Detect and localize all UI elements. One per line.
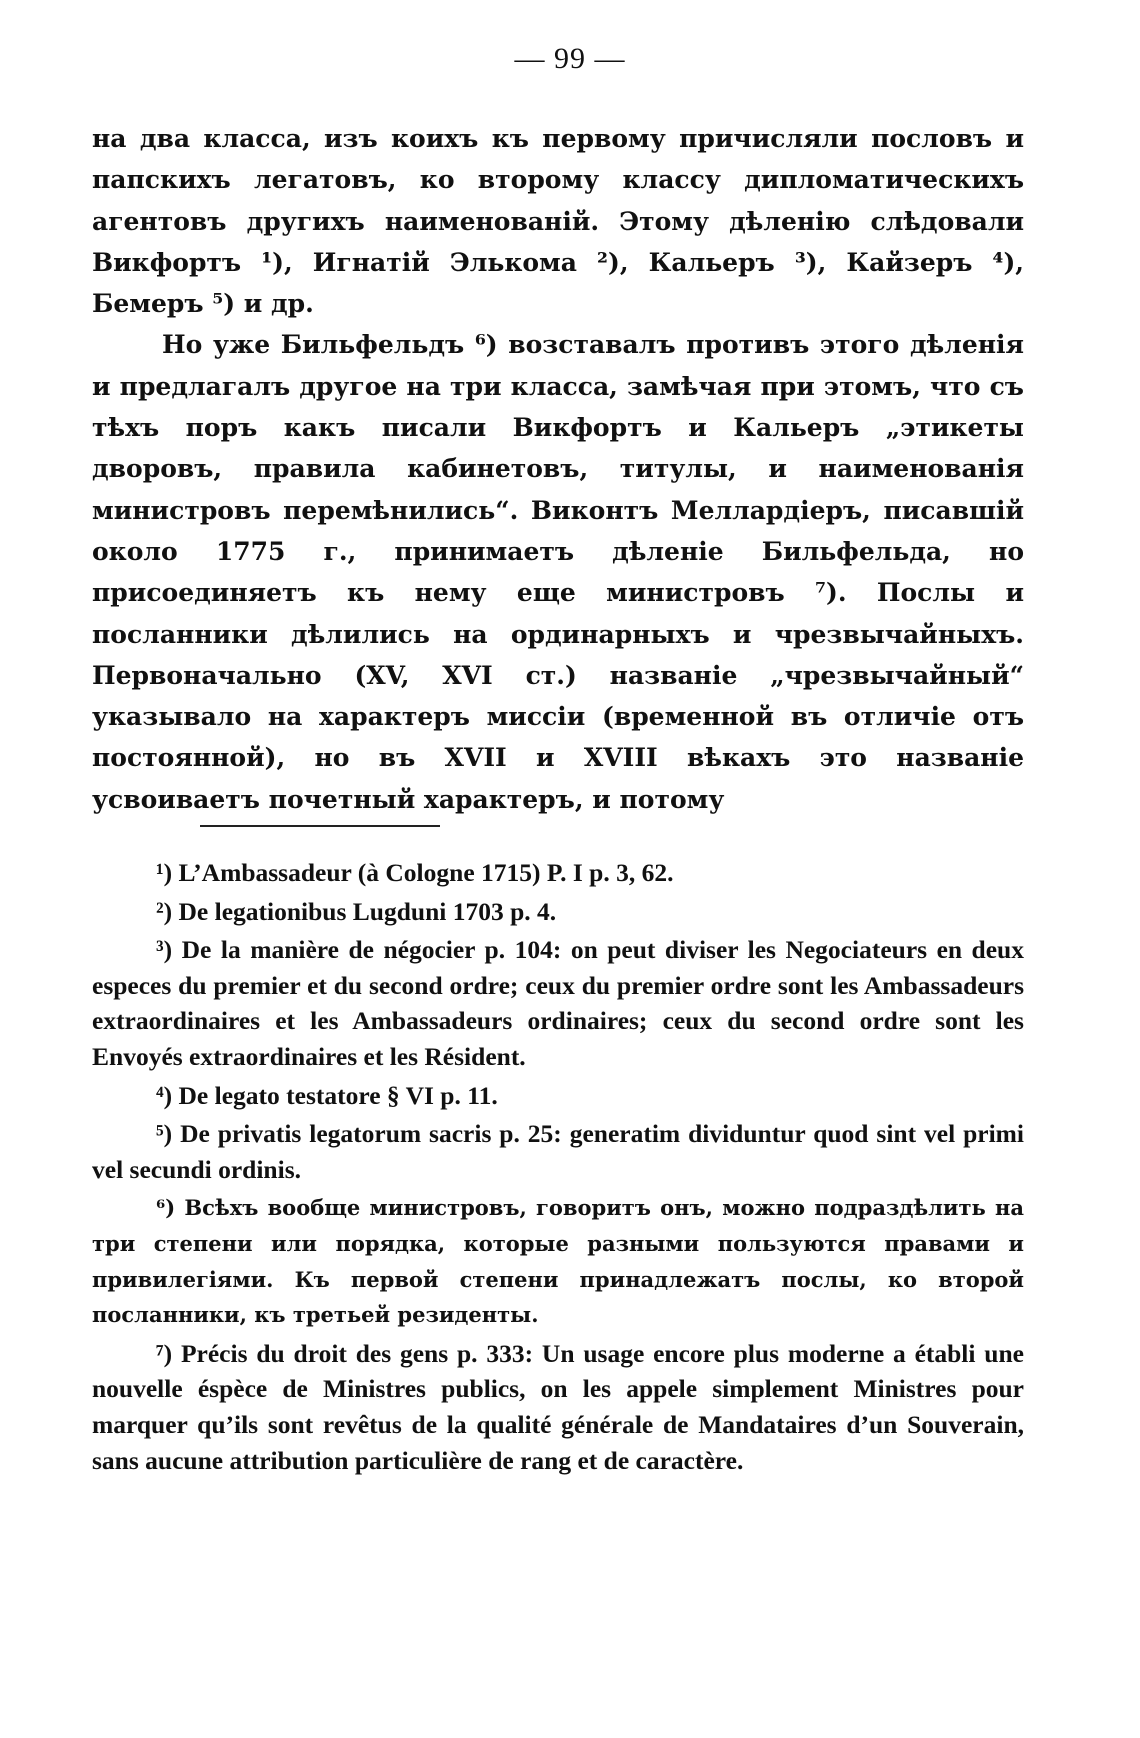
footnote-mark: ⁶) xyxy=(156,1195,176,1221)
footnote-4 xyxy=(92,1078,1024,1114)
footnote-separator xyxy=(200,825,440,827)
footnote-5 xyxy=(92,1116,1024,1187)
footnote-6 xyxy=(92,1190,1024,1332)
footnote-mark: ³) xyxy=(156,935,173,965)
paragraph-bielfeld: Но уже Бильфельдъ ⁶) возставалъ противъ этого дѣленія и предлагалъ другое на три класса, замѣчая при этомъ, что съ тѣхъ поръ какъ писали Викфортъ и Кальеръ „этикеты дворовъ, правила кабинетовъ, титулы, и наименованія министровъ перемѣнились“. Виконтъ Меллардіеръ, писавшій около 1775 г., принимаетъ дѣленіе Бильфельда, но присоединяетъ къ нему еще министровъ ⁷). Послы и посланники дѣлились на ординарныхъ и чрезвычайныхъ. Первоначально (XV, XVI ст.) названіе „чрезвычайный“ указывало на характеръ миссіи (временной въ отличіе отъ постоянной), но въ XVII и XVIII вѣкахъ это названіе усвоиваетъ почетный характеръ, и потому xyxy=(92,330,1024,814)
page-number: — 99 — xyxy=(514,42,626,75)
footnote-text: De legationibus Lugduni 1703 p. 4. xyxy=(178,896,557,926)
footnote-text: De legato testatore § VI p. 11. xyxy=(178,1080,498,1110)
footnote-mark: ⁷) xyxy=(156,1338,173,1368)
footnotes xyxy=(92,855,1024,1481)
footnote-3 xyxy=(92,932,1024,1074)
footnote-text: Précis du droit des gens p. 333: Un usage encore plus moderne a établi une nouvelle éspèce de Ministres publics, on les appele simplement Ministres pour marquer qu’ils sont revêtus de la qualité générale de Mandataires d’un Souverain, sans aucune attribution particulière de rang et de caractère. xyxy=(92,1338,1024,1475)
main-text xyxy=(92,118,1024,820)
footnote-text: De la manière de négocier p. 104: on peut diviser les Negociateurs en deux especes du premier et du second ordre; ceux du premier ordre sont les Ambassadeurs extraordinaires et les Ambassadeurs ordinaires; ceux du second ordre sont les Envoyés extraordinaires et les Résident. xyxy=(92,935,1024,1071)
footnote-text: De privatis legatorum sacris p. 25: generatim dividuntur quod sint vel primi vel secundi ordinis. xyxy=(92,1119,1025,1184)
footnote-text: L’Ambassadeur (à Cologne 1715) P. I p. 3, 62. xyxy=(178,858,674,887)
footnote-mark: ¹) xyxy=(156,858,173,887)
footnote-mark: ²) xyxy=(156,896,173,926)
footnote-mark: ⁵) xyxy=(156,1119,173,1149)
footnote-mark: ⁴) xyxy=(156,1080,173,1110)
paragraph-continued: на два класса, изъ коихъ къ первому причисляли пословъ и папскихъ легатовъ, ко второму классу дипломатическихъ агентовъ другихъ наименованій. Этому дѣленію слѣдовали Викфортъ ¹), Игнатій Элькома ²), Кальеръ ³), Кайзеръ ⁴), Бемеръ ⁵) и др. xyxy=(92,124,1024,319)
footnote-1 xyxy=(92,855,1024,891)
footnote-text: Всѣхъ вообще министровъ, говоритъ онъ, можно подраздѣлить на три степени или порядка, которые разными пользуются правами и привилегіями. Къ первой степени принадлежатъ послы, ко второй посланники, къ третьей резиденты. xyxy=(92,1195,1024,1328)
footnote-7 xyxy=(92,1336,1024,1478)
footnote-2 xyxy=(92,894,1024,930)
